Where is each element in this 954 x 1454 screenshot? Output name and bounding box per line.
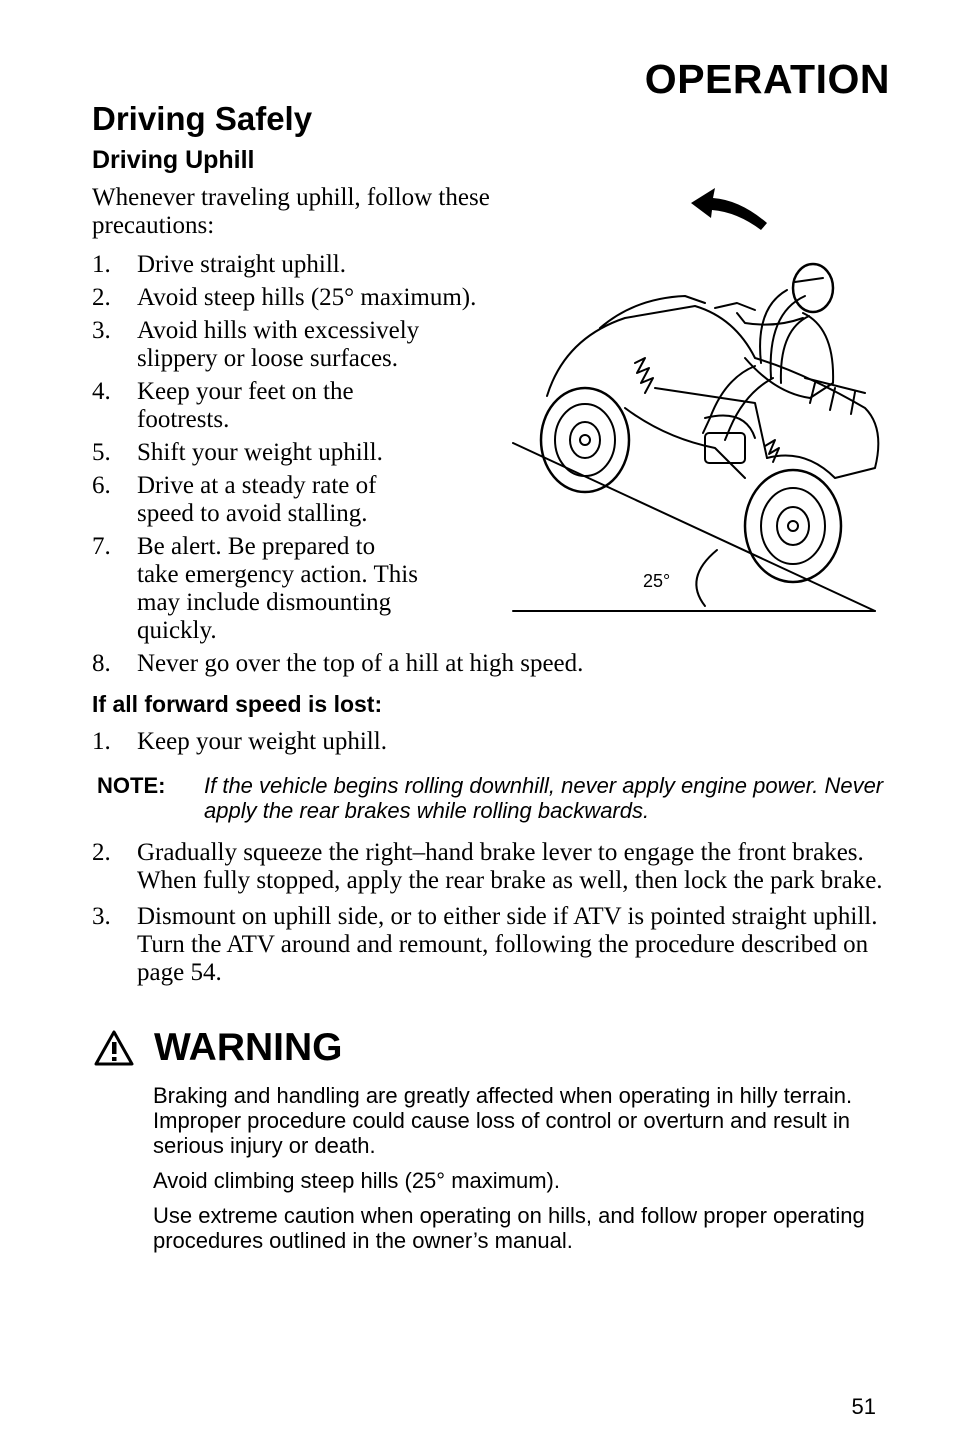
list-item [92,472,408,528]
lost-speed-heading: If all forward speed is lost: [92,691,383,717]
list-item [92,317,464,373]
list-text: Be alert. Be prepared to take emergency action. This may include dismounting quickly. [137,533,418,644]
list-text: Shift your weight uphill. [137,439,383,466]
list-number: 3. [92,903,111,930]
list-item [92,284,532,312]
list-text: Avoid steep hills (25° maximum). [137,284,477,311]
list-text: Never go over the top of a hill at high speed. [137,650,584,677]
list-item [92,903,892,987]
warning-heading [92,1026,343,1070]
list-item [92,728,892,756]
helmet [793,264,833,312]
lost-steps-list-b [92,839,892,987]
section-header: OPERATION [644,56,890,102]
angle-label: 25° [643,571,671,591]
section-subtitle: Driving Uphill [92,146,255,174]
list-text: Dismount on uphill side, or to either side if ATV is pointed straight uphill. Turn the ATV around and remount, following the procedure described on page 54. [137,903,878,986]
warning-paragraph: Avoid climbing steep hills (25° maximum). [153,1168,560,1193]
list-item [92,650,792,678]
note-text: If the vehicle begins rolling downhill, never apply engine power. Never apply the rear brakes while rolling backwards. [204,773,884,823]
page-title: Driving Safely [92,100,313,137]
warning-triangle-icon [94,1030,134,1066]
list-number: 6. [92,472,111,499]
angle-arc [696,550,717,606]
intro-paragraph: Whenever traveling uphill, follow these precautions: [92,184,490,239]
note-label: NOTE: [97,773,166,798]
list-text: Drive at a steady rate of speed to avoid stalling. [137,472,377,527]
page-number: 51 [851,1394,876,1419]
list-number: 2. [92,284,111,311]
atv-uphill-illustration [505,178,885,618]
list-number: 1. [92,251,111,278]
warning-title: WARNING [154,1026,343,1069]
list-number: 2. [92,839,111,866]
list-text: Keep your weight uphill. [137,728,387,755]
list-item [92,251,512,279]
warning-paragraph: Use extreme caution when operating on hills, and follow proper operating procedures outlined in the owner’s manual. [153,1203,865,1253]
lost-steps-list-a [92,728,892,756]
list-item [92,839,892,895]
list-text: Drive straight uphill. [137,251,346,278]
list-item [92,439,422,467]
list-number: 3. [92,317,111,344]
wheel [745,470,841,582]
uphill-arrow-icon [691,188,767,230]
list-text: Keep your feet on the footrests. [137,378,354,433]
list-item [92,533,418,645]
list-number: 4. [92,378,111,405]
list-text: Avoid hills with excessively slippery or loose surfaces. [137,317,420,372]
list-number: 7. [92,533,111,560]
list-number: 8. [92,650,111,677]
warning-paragraph: Braking and handling are greatly affected when operating in hilly terrain. Improper procedure could cause loss of control or overturn and result in serious injury or death. [153,1083,853,1158]
list-text: Gradually squeeze the right–hand brake lever to engage the front brakes. When fully stopped, apply the rear brake as well, then lock the park brake. [137,839,883,894]
list-number: 5. [92,439,111,466]
list-item [92,378,392,434]
list-number: 1. [92,728,111,755]
